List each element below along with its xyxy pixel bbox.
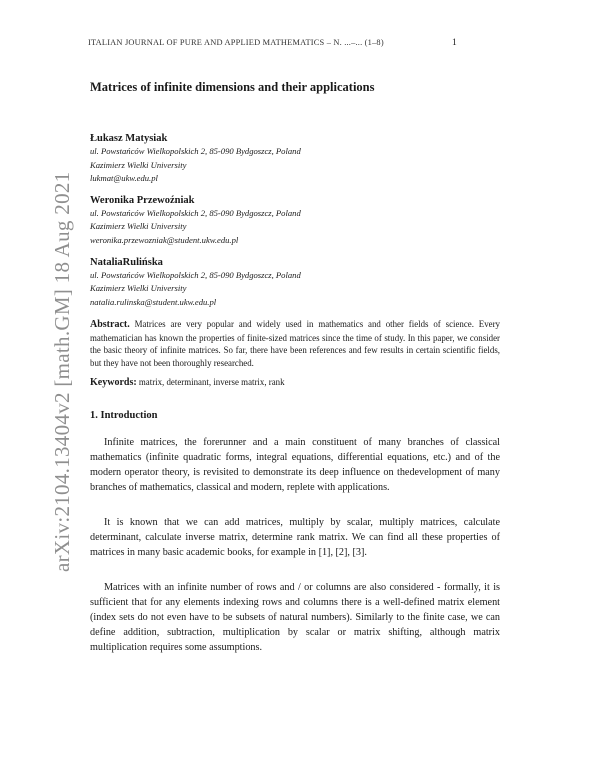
intro-paragraph: Infinite matrices, the forerunner and a main constituent of many branches of classical mathematics (infinite quadratic forms, integral equations, differential equations, etc.) and of the modern operator theory, is revisited to demonstrate its deep influence on thedevelopment of many branches of mathematics, classical and modern, replete with applications. <box>90 437 500 493</box>
abstract <box>90 318 500 369</box>
page-number: 1 <box>452 38 457 48</box>
author-block <box>90 256 510 310</box>
author-address: ul. Powstańców Wielkopolskich 2, 85-090 Bydgoszcz, Poland <box>90 269 301 280</box>
author-name: NataliaRulińska <box>90 256 163 268</box>
author-block <box>90 132 510 186</box>
arxiv-stamp <box>10 152 74 572</box>
keywords-text: matrix, determinant, inverse matrix, rank <box>138 377 285 387</box>
author-institution: Kazimierz Wielki University <box>90 221 187 232</box>
author-email: weronika.przewozniak@student.ukw.edu.pl <box>90 234 239 245</box>
abstract-label: Abstract. <box>90 319 130 330</box>
author-name: Łukasz Matysiak <box>90 133 168 144</box>
author-email: natalia.rulinska@student.ukw.edu.pl <box>90 296 217 307</box>
arxiv-identifier: arXiv:2104.13404v2 [math.GM] 18 Aug 2021 <box>50 171 74 572</box>
author-institution: Kazimierz Wielki University <box>90 283 187 294</box>
section-heading: 1. Introduction <box>90 410 158 421</box>
intro-paragraph: It is known that we can add matrices, multiply by scalar, multiply matrices, calculate determinant, calculate inverse matrix, determine rank matrix. We can find all these properties of matrices in many basic academic books, for example in [1], [2], [3]. <box>90 517 500 558</box>
author-email: lukmat@ukw.edu.pl <box>90 173 158 184</box>
author-institution: Kazimierz Wielki University <box>90 159 187 170</box>
author-block <box>90 194 510 248</box>
author-list <box>90 132 510 317</box>
abstract-text: Matrices are very popular and widely used in mathematics and other fields of science. Every mathematician has known the properties of finite-sized matrices since the time of study. In this paper, we consider the basic theory of infinite matrices. So far, there have been references and few results in certain scientific fields, but they have not been thoroughly researched. <box>90 319 500 368</box>
author-name: Weronika Przewoźniak <box>90 194 195 206</box>
keywords <box>90 377 500 388</box>
paper-title: Matrices of infinite dimensions and their applications <box>90 80 375 94</box>
author-address: ul. Powstańców Wielkopolskich 2, 85-090 Bydgoszcz, Poland <box>90 207 301 218</box>
keywords-label: Keywords: <box>90 377 137 388</box>
intro-paragraph: Matrices with an infinite number of rows and / or columns are also considered - formally, it is sufficient that for any elements indexing rows and columns there is a well-defined matrix element (index sets do not even have to be subsets of natural numbers). Similarly to the finite case, we can define addition, subtraction, multiplication by scalar or matrix shifting, although matrix multiplication requires some assumptions. <box>90 582 500 653</box>
running-header: ITALIAN JOURNAL OF PURE AND APPLIED MATHEMATICS – N. ...–... (1–8) <box>88 38 384 47</box>
author-address: ul. Powstańców Wielkopolskich 2, 85-090 Bydgoszcz, Poland <box>90 146 301 156</box>
